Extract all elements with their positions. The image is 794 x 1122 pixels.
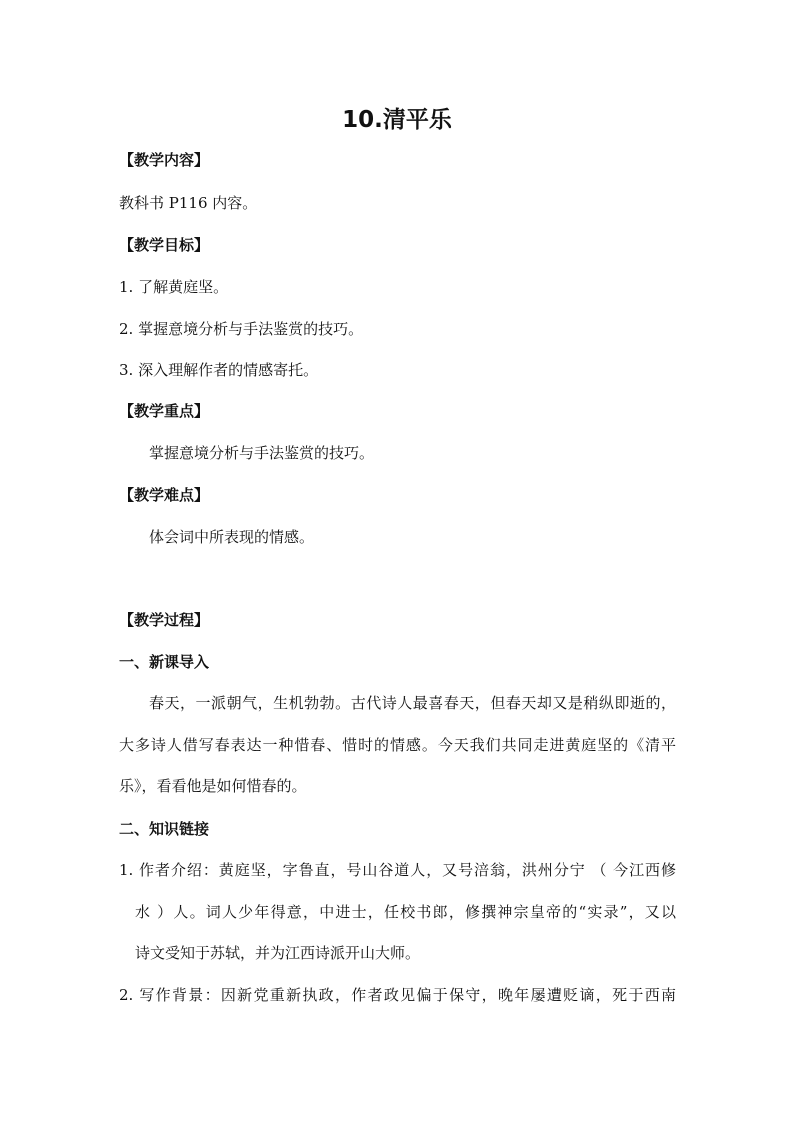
heading-teaching-process: 【教学过程】 xyxy=(119,611,210,629)
heading-difficulties: 【教学难点】 xyxy=(119,486,210,504)
page-title: 10.清平乐 xyxy=(342,107,452,133)
author-intro-line-2: 水 ）人。词人少年得意，中进士，任校书郎，修撰神宗皇帝的“实录”，又以 xyxy=(135,903,676,921)
heading-knowledge-links: 二、知识链接 xyxy=(119,820,210,838)
intro-line-2: 大多诗人借写春表达一种惜春、惜时的情感。今天我们共同走进黄庭坚的《清平 xyxy=(119,736,676,754)
heading-teaching-goals: 【教学目标】 xyxy=(119,236,210,254)
heading-key-points: 【教学重点】 xyxy=(119,402,210,420)
intro-line-1: 春天，一派朝气，生机勃勃。古代诗人最喜春天，但春天却又是稍纵即逝的， xyxy=(149,694,676,712)
author-intro-line-1: 1. 作者介绍：黄庭坚，字鲁直，号山谷道人，又号涪翁，洪州分宁 （ 今江西修 xyxy=(119,861,676,879)
intro-line-3: 乐》，看看他是如何惜春的。 xyxy=(119,777,307,795)
goal-item-3: 3. 深入理解作者的情感寄托。 xyxy=(119,361,319,379)
teaching-content-text: 教科书 P116 内容。 xyxy=(119,194,258,212)
heading-teaching-content: 【教学内容】 xyxy=(119,151,210,169)
difficulties-text: 体会词中所表现的情感。 xyxy=(149,528,315,546)
author-intro-line-3: 诗文受知于苏轼，并为江西诗派开山大师。 xyxy=(135,944,421,962)
goal-item-1: 1. 了解黄庭坚。 xyxy=(119,278,229,296)
background-line-1: 2. 写作背景：因新党重新执政，作者政见偏于保守，晚年屡遭贬谪，死于西南 xyxy=(119,986,676,1004)
key-points-text: 掌握意境分析与手法鉴赏的技巧。 xyxy=(149,444,375,462)
goal-item-2: 2. 掌握意境分析与手法鉴赏的技巧。 xyxy=(119,320,364,338)
heading-new-lesson-intro: 一、新课导入 xyxy=(119,653,210,671)
